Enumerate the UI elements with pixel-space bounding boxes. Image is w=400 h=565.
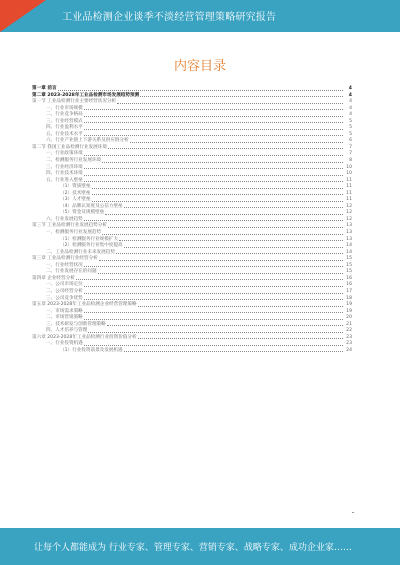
toc-entry-text: （3）人才壁垒 bbox=[60, 197, 91, 203]
dot-leader bbox=[124, 204, 343, 209]
toc-entry-page: 5 bbox=[349, 125, 352, 131]
toc-entry-page: 7 bbox=[349, 144, 352, 150]
toc-entry-page: 14 bbox=[346, 249, 352, 255]
toc-entry-page: 11 bbox=[346, 197, 352, 203]
dot-leader bbox=[102, 230, 343, 235]
dot-leader bbox=[88, 328, 343, 333]
table-of-contents bbox=[32, 86, 352, 354]
dot-leader bbox=[84, 178, 343, 183]
toc-entry-text: 三、行业经营模式 bbox=[46, 118, 83, 124]
dot-leader bbox=[84, 315, 343, 320]
toc-entry-page: 13 bbox=[346, 223, 352, 229]
toc-entry-page: 13 bbox=[346, 230, 352, 236]
dot-leader bbox=[84, 289, 343, 294]
footer-slogan: 让每个人都能成为 行业专家、管理专家、营销专家、战略专家、成功企业家…… bbox=[34, 543, 352, 553]
toc-entry[interactable] bbox=[32, 348, 352, 355]
toc-entry-page: 12 bbox=[346, 216, 352, 222]
toc-entry-text: （2）技术壁垒 bbox=[60, 190, 91, 196]
toc-entry-text: 二、行业发展存在的问题 bbox=[46, 269, 97, 275]
toc-entry-text: 六、行业发展趋势 bbox=[46, 216, 83, 222]
dot-leader bbox=[107, 322, 343, 327]
report-header bbox=[0, 0, 400, 32]
toc-entry-text: 三、技术研发与创新管理策略 bbox=[46, 321, 106, 327]
dot-leader bbox=[84, 282, 343, 287]
toc-entry-page: 4 bbox=[349, 105, 352, 111]
dot-leader bbox=[84, 119, 343, 124]
toc-entry-text: 一、行业投资机遇 bbox=[46, 341, 83, 347]
toc-entry-page: 23 bbox=[346, 334, 352, 340]
dot-leader bbox=[92, 184, 344, 189]
toc-entry-page: 20 bbox=[346, 315, 352, 321]
toc-entry-text: 四、行业盈利水平 bbox=[46, 125, 83, 131]
header-accent-shape bbox=[0, 0, 46, 32]
dot-leader bbox=[140, 93, 343, 98]
dot-leader bbox=[116, 250, 343, 255]
dot-leader bbox=[84, 106, 343, 111]
toc-entry-text: 第一章 前言 bbox=[32, 86, 57, 91]
toc-entry-page: 5 bbox=[349, 118, 352, 124]
dot-leader bbox=[98, 269, 343, 274]
toc-entry-page: 10 bbox=[346, 164, 352, 170]
toc-entry-text: 四、行业技术环境 bbox=[46, 171, 83, 177]
toc-entry-text: 五、行业技术水平 bbox=[46, 131, 83, 137]
toc-entry-text: 四、人才培养与管理 bbox=[46, 328, 88, 334]
toc-entry-page: 15 bbox=[346, 256, 352, 262]
dot-leader bbox=[84, 341, 343, 346]
toc-entry-page: 4 bbox=[348, 92, 352, 98]
toc-entry-text: 第二章 2023-2028年工业品检测市场发展趋势预测 bbox=[32, 92, 140, 98]
toc-entry-text: （1）行业投资前景及发展机遇 bbox=[60, 347, 123, 353]
toc-entry-page: 11 bbox=[346, 177, 352, 183]
toc-entry-page: 4 bbox=[349, 99, 352, 105]
dot-leader bbox=[84, 263, 343, 268]
toc-entry-text: 第三节 工业品检测行业发展趋势分析 bbox=[32, 223, 107, 229]
toc-entry-text: 一、行业经营状况 bbox=[46, 262, 83, 268]
toc-entry-text: 二、公司经营分析 bbox=[46, 288, 83, 294]
toc-heading: 内容目录 bbox=[173, 59, 226, 74]
toc-entry-page: 23 bbox=[346, 341, 352, 347]
dot-leader bbox=[76, 276, 343, 281]
toc-entry-page: 15 bbox=[346, 262, 352, 268]
toc-entry-text: 第二节 我国工业品检测行业发展环境 bbox=[32, 144, 107, 150]
toc-entry-text: 第三章 工业品检测行业经营分析 bbox=[32, 256, 98, 262]
toc-entry-page: 17 bbox=[346, 288, 352, 294]
toc-entry-page: 12 bbox=[346, 210, 352, 216]
dot-leader bbox=[138, 302, 343, 307]
dot-leader bbox=[92, 197, 344, 202]
dot-leader bbox=[84, 217, 343, 222]
dot-leader bbox=[105, 210, 343, 215]
dot-leader bbox=[124, 348, 343, 353]
toc-entry-page: 24 bbox=[346, 347, 352, 353]
toc-entry-text: 二、市场营销策略 bbox=[46, 315, 83, 321]
dot-leader bbox=[117, 99, 343, 104]
dot-leader bbox=[84, 171, 343, 176]
dot-leader bbox=[84, 112, 343, 117]
toc-entry-page: 21 bbox=[346, 321, 352, 327]
toc-entry-text: 第一节 工业品检测行业主要经营状况分析 bbox=[32, 99, 117, 105]
toc-entry-text: 三、行业经济环境 bbox=[46, 164, 83, 170]
toc-entry-text: 一、行业政策环境 bbox=[46, 151, 83, 157]
dot-leader bbox=[138, 335, 343, 340]
toc-entry-page: 19 bbox=[346, 302, 352, 308]
toc-entry-page: 15 bbox=[346, 269, 352, 275]
report-title: 工业品检测企业谈季不淡经营管理策略研究报告 bbox=[62, 12, 277, 23]
toc-entry-text: （1）检测服务行业规模扩大 bbox=[60, 236, 119, 242]
toc-entry-page: 16 bbox=[346, 282, 352, 288]
toc-entry-text: （5）资金及规模壁垒 bbox=[60, 210, 105, 216]
toc-entry-text: 五、行业进入壁垒 bbox=[46, 177, 83, 183]
toc-entry-page: 22 bbox=[346, 328, 352, 334]
toc-entry-page: 11 bbox=[346, 190, 352, 196]
toc-entry-text: 一、检测服务行业发展趋势 bbox=[46, 230, 102, 236]
toc-entry-text: 二、检测服务行业发展环境 bbox=[46, 158, 102, 164]
dot-leader bbox=[84, 309, 343, 314]
toc-entry-page: 13 bbox=[346, 236, 352, 242]
dot-leader bbox=[99, 256, 343, 261]
toc-entry-text: 二、工业品检测行业未来发展趋势 bbox=[46, 249, 115, 255]
toc-entry-page: 19 bbox=[346, 308, 352, 314]
toc-entry-page: 14 bbox=[346, 243, 352, 249]
dot-leader bbox=[130, 138, 343, 143]
dot-leader bbox=[108, 145, 343, 150]
toc-entry-page: 5 bbox=[349, 131, 352, 137]
dot-leader bbox=[84, 296, 343, 301]
toc-entry-page: 7 bbox=[349, 151, 352, 157]
dot-leader bbox=[58, 86, 343, 91]
toc-entry-text: 一、市场需求策略 bbox=[46, 308, 83, 314]
page-marker bbox=[352, 512, 354, 513]
toc-entry-page: 4 bbox=[349, 112, 352, 118]
dot-leader bbox=[84, 132, 343, 137]
toc-entry-text: 六、行业产业链上下游关系及供应链分析 bbox=[46, 138, 129, 144]
dot-leader bbox=[84, 151, 343, 156]
dot-leader bbox=[84, 125, 343, 130]
dot-leader bbox=[84, 165, 343, 170]
dot-leader bbox=[119, 237, 343, 242]
toc-entry-text: 第六章 2023-2028年工业品检测行业投资价值分析 bbox=[32, 334, 137, 340]
toc-entry-page: 6 bbox=[349, 138, 352, 144]
toc-entry-text: （4）品牌认知度及公信力壁垒 bbox=[60, 203, 123, 209]
toc-entry-text: 第五章 2023-2028年工业品检测企业经营管理策略 bbox=[32, 302, 137, 308]
toc-entry-text: （2）检测服务行业集中度提高 bbox=[60, 243, 123, 249]
toc-entry-page: 18 bbox=[346, 295, 352, 301]
toc-entry-page: 12 bbox=[346, 203, 352, 209]
dot-leader bbox=[102, 158, 343, 163]
dot-leader bbox=[124, 243, 343, 248]
toc-entry-text: 三、公司竞争优势 bbox=[46, 295, 83, 301]
dot-leader bbox=[108, 223, 343, 228]
report-footer bbox=[0, 528, 400, 565]
toc-entry-page: 4 bbox=[348, 86, 352, 91]
toc-entry-text: 一、公司市场定位 bbox=[46, 282, 83, 288]
toc-entry-text: 一、行业市场规模 bbox=[46, 105, 83, 111]
toc-entry-text: 第四章 企业经营分析 bbox=[32, 275, 75, 281]
toc-entry-text: 二、行业竞争格局 bbox=[46, 112, 83, 118]
toc-entry-page: 11 bbox=[346, 184, 352, 190]
toc-entry-page: 16 bbox=[346, 275, 352, 281]
toc-entry-text: （1）资质壁垒 bbox=[60, 184, 91, 190]
dot-leader bbox=[92, 191, 344, 196]
toc-entry-page: 10 bbox=[346, 171, 352, 177]
toc-entry-page: 8 bbox=[349, 158, 352, 164]
